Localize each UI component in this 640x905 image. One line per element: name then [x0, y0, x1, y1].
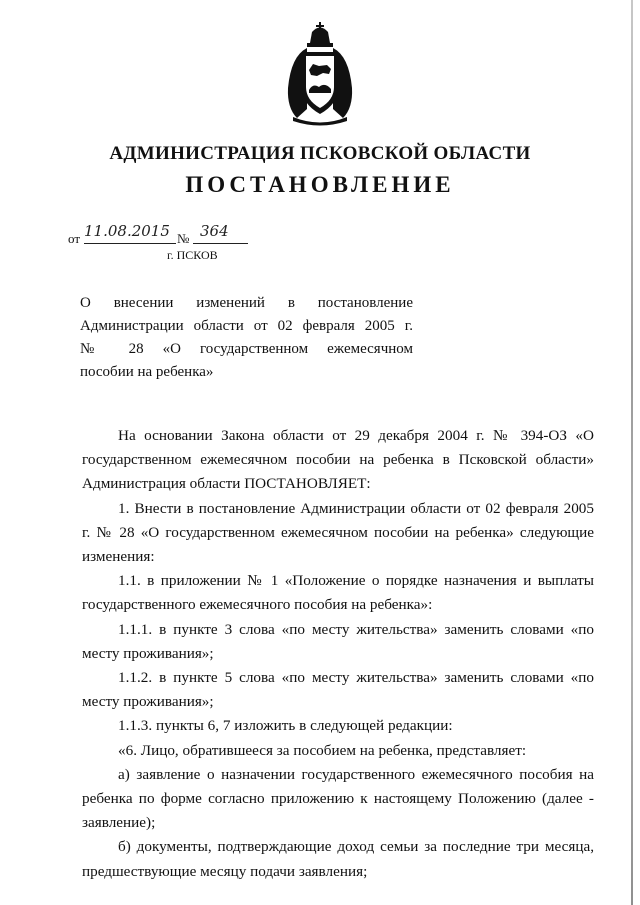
document-date-number-line: [68, 224, 328, 246]
document-body: [82, 424, 594, 884]
number-label: №: [177, 231, 190, 246]
from-label: от: [68, 231, 81, 246]
body-paragraph: б) документы, подтверждающие доход семьи за последние три месяца, предшествующие месяцу подачи заявления;: [82, 838, 594, 880]
body-paragraph: На основании Закона области от 29 декабря 2004 г. № 394-ОЗ «О государственном ежемесячном пособии на ребенка в Псковской области» Администрация области ПОСТАНОВЛЯЕТ:: [82, 427, 594, 493]
page-edge-shadow: [631, 0, 633, 905]
organization-title: АДМИНИСТРАЦИЯ ПСКОВСКОЙ ОБЛАСТИ: [109, 143, 531, 164]
coat-of-arms-icon: [285, 22, 355, 126]
subject-line: О внесении изменений в постановление: [80, 295, 413, 311]
subject-line: пособии на ребенка»: [80, 364, 214, 380]
subject-line: № 28 «О государственном ежемесячном: [80, 341, 413, 357]
document-type-heading: ПОСТАНОВЛЕНИЕ: [185, 172, 455, 197]
body-paragraph: 1.1. в приложении № 1 «Положение о порядке назначения и выплаты государственного ежемесячного пособия на ребенка»:: [82, 572, 594, 614]
handwritten-date: 11.08.2015: [84, 222, 170, 240]
subject-line: Администрации области от 02 февраля 2005 г.: [80, 318, 413, 334]
body-paragraph: 1. Внести в постановление Администрации области от 02 февраля 2005 г. № 28 «О государственном ежемесячном пособии на ребенка» следующие изменения:: [82, 499, 594, 566]
body-paragraph: «6. Лицо, обратившееся за пособием на ребенка, представляет:: [118, 741, 527, 759]
body-paragraph: а) заявление о назначении государственного ежемесячного пособия на ребенка по форме согласно приложению к настоящему Положению (далее - заявление);: [82, 765, 594, 832]
body-paragraph: 1.1.2. в пункте 5 слова «по месту жительства» заменить словами «по месту проживания»;: [82, 669, 594, 711]
body-paragraph: 1.1.3. пункты 6, 7 изложить в следующей редакции:: [118, 717, 453, 735]
city-label: г. ПСКОВ: [167, 248, 218, 262]
body-paragraph: 1.1.1. в пункте 3 слова «по месту жительства» заменить словами «по месту проживания»;: [82, 620, 594, 662]
date-underline: [84, 243, 176, 244]
handwritten-number: 364: [200, 222, 229, 240]
document-subject: [80, 292, 413, 384]
number-underline: [193, 243, 248, 244]
